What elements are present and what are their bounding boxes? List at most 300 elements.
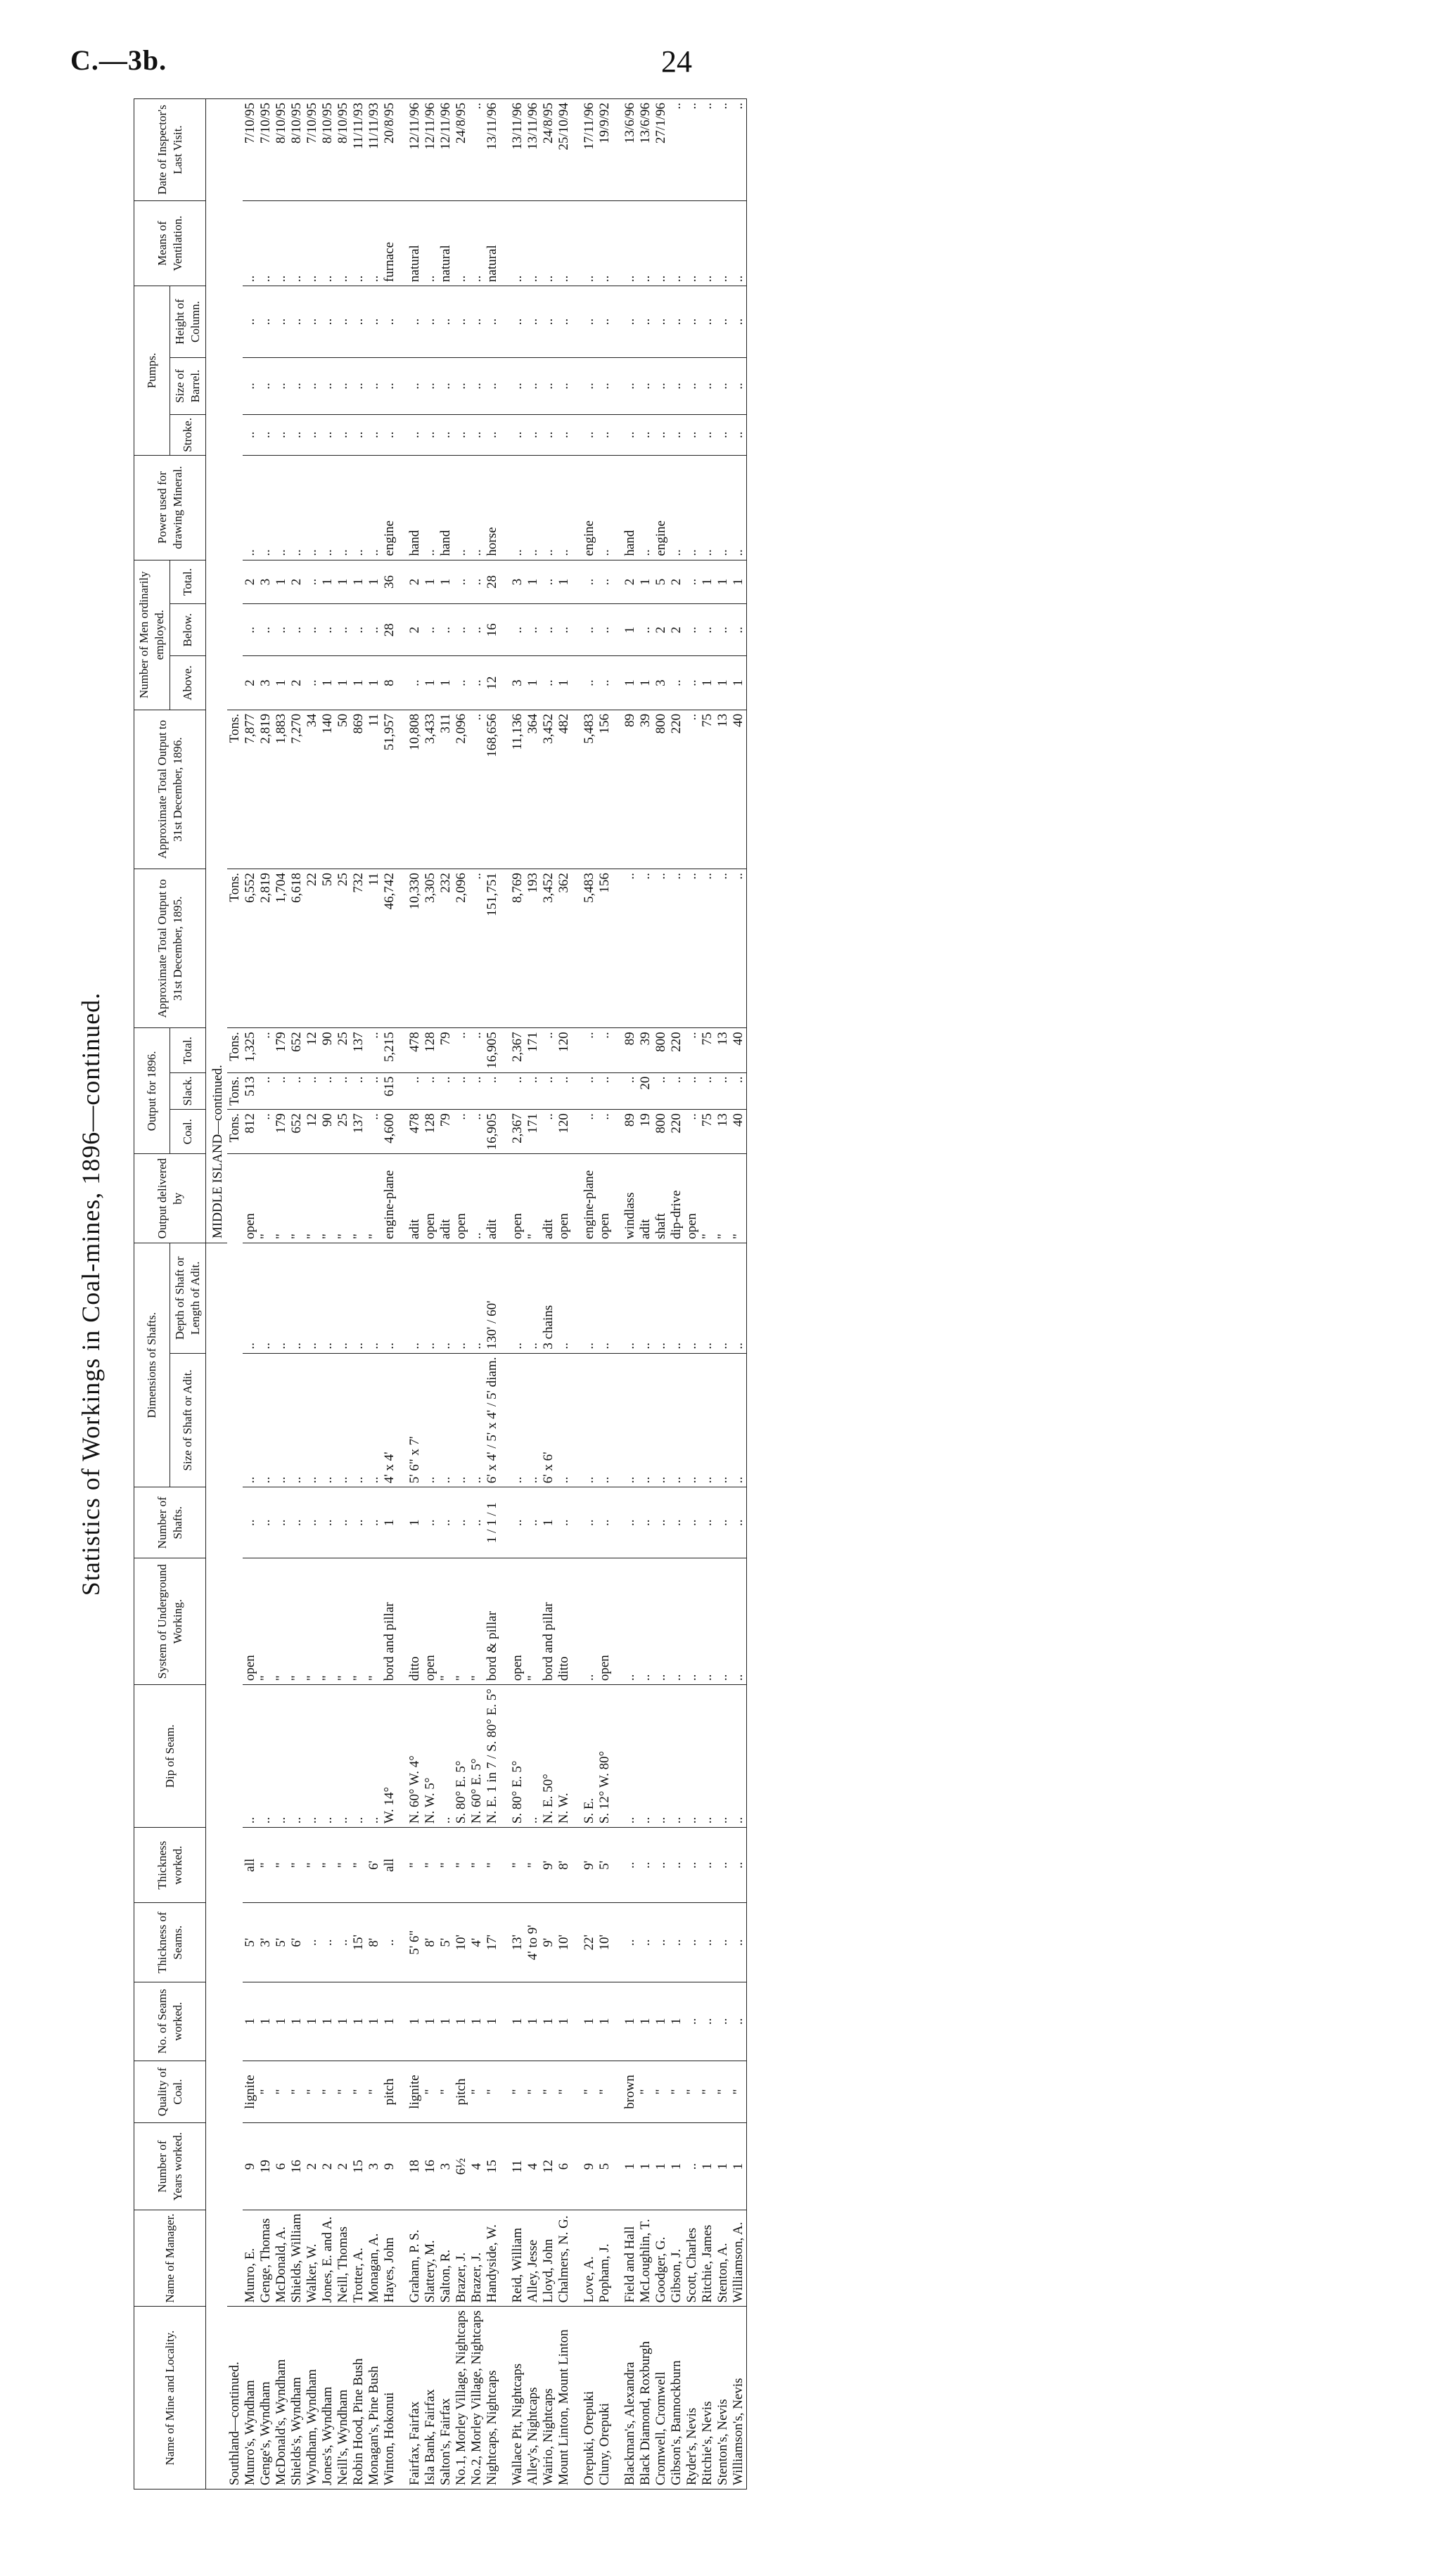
cell-above: ..	[454, 656, 469, 710]
col-coal: Coal.	[170, 1110, 206, 1154]
cell-power: ..	[669, 455, 684, 560]
cell-column: ..	[258, 286, 274, 358]
table-row	[335, 99, 351, 2490]
cell-above: ..	[684, 656, 700, 710]
cell-visit: 24/8/95	[541, 99, 556, 201]
cell-visit: ..	[684, 99, 700, 201]
cell-system: open	[423, 1558, 438, 1685]
cell-size: ..	[320, 1353, 335, 1487]
cell-barrel: ..	[622, 357, 638, 414]
cell-coal: 19	[638, 1110, 653, 1154]
cell-shafts: ..	[438, 1487, 454, 1558]
cell-seams: 1	[366, 1982, 382, 2061]
cell-power: engine	[382, 455, 397, 560]
cell-t96: 50	[335, 710, 351, 869]
col-pumps: Pumps.	[134, 286, 170, 456]
col-system: System of Underground Working.	[134, 1558, 206, 1685]
cell-mine: No.1, Morley Village, Nightcaps	[454, 2307, 469, 2490]
cell-power: ..	[510, 455, 525, 560]
cell-manager: Slattery, M.	[423, 2210, 438, 2307]
cell-power: ..	[731, 455, 747, 560]
cell-column: ..	[700, 286, 715, 358]
cell-slack: ..	[258, 1072, 274, 1109]
cell-depth: ..	[582, 1243, 597, 1354]
cell-vent: ..	[525, 201, 541, 286]
cell-visit: 13/6/96	[638, 99, 653, 201]
cell-years: 6½	[454, 2123, 469, 2210]
cell-delivered: "	[335, 1154, 351, 1243]
cell-years: 2	[335, 2123, 351, 2210]
cell-years: 1	[622, 2123, 638, 2210]
cell-below: 2	[669, 604, 684, 656]
cell-t95: 2,819	[258, 869, 274, 1028]
cell-barrel: ..	[653, 357, 669, 414]
cell-total: 220	[669, 1028, 684, 1072]
cell-column: ..	[305, 286, 320, 358]
cell-delivered: open	[510, 1154, 525, 1243]
cell-years: 1	[653, 2123, 669, 2210]
cell-below: ..	[541, 604, 556, 656]
cell-system: "	[305, 1558, 320, 1685]
cell-stroke: ..	[366, 415, 382, 456]
cell-vent: ..	[510, 201, 525, 286]
cell-total: 13	[715, 1028, 731, 1072]
cell-total: 800	[653, 1028, 669, 1072]
cell-manager: Field and Hall	[622, 2210, 638, 2307]
cell-shafts: ..	[715, 1487, 731, 1558]
cell-t95: 50	[320, 869, 335, 1028]
cell-column: ..	[289, 286, 305, 358]
cell-visit: ..	[700, 99, 715, 201]
cell-barrel: ..	[320, 357, 335, 414]
cell-visit: 8/10/95	[320, 99, 335, 201]
cell-above: 3	[510, 656, 525, 710]
cell-stroke: ..	[438, 415, 454, 456]
cell-dip: ..	[258, 1685, 274, 1828]
cell-dip: S. 12° W. 80°	[597, 1685, 613, 1828]
cell-dip: ..	[700, 1685, 715, 1828]
cell-shafts: ..	[556, 1487, 572, 1558]
cell-barrel: ..	[510, 357, 525, 414]
cell-system: "	[438, 1558, 454, 1685]
cell-delivered: engine-plane	[382, 1154, 397, 1243]
cell-system: ditto	[556, 1558, 572, 1685]
cell-power: ..	[274, 455, 289, 560]
cell-manager: Stenton, A.	[715, 2210, 731, 2307]
cell-t95: ..	[700, 869, 715, 1028]
cell-dip: ..	[243, 1685, 258, 1828]
cell-quality: "	[351, 2061, 366, 2123]
cell-shafts: ..	[597, 1487, 613, 1558]
table-row	[305, 99, 320, 2490]
cell-men: 2	[407, 560, 423, 604]
cell-quality: "	[274, 2061, 289, 2123]
cell-t96: 40	[731, 710, 747, 869]
cell-quality: "	[423, 2061, 438, 2123]
cell-above: 12	[485, 656, 500, 710]
cell-seams: 1	[289, 1982, 305, 2061]
cell-system: "	[320, 1558, 335, 1685]
cell-column: ..	[684, 286, 700, 358]
table-row	[485, 99, 500, 2490]
cell-vent: ..	[305, 201, 320, 286]
cell-below: ..	[438, 604, 454, 656]
cell-coal: ..	[258, 1110, 274, 1154]
table-row	[258, 99, 274, 2490]
cell-slack: ..	[320, 1072, 335, 1109]
cell-system: "	[274, 1558, 289, 1685]
table-row	[715, 99, 731, 2490]
cell-above: 1	[366, 656, 382, 710]
cell-t95: 232	[438, 869, 454, 1028]
cell-depth: ..	[469, 1243, 485, 1354]
cell-barrel: ..	[597, 357, 613, 414]
col-depth: Depth of Shaft or Length of Adit.	[170, 1243, 206, 1354]
group-spacer	[397, 99, 407, 2490]
cell-visit: 19/9/92	[597, 99, 613, 201]
cell-vent: ..	[335, 201, 351, 286]
cell-years: 12	[541, 2123, 556, 2210]
cell-slack: 513	[243, 1072, 258, 1109]
cell-above: 1	[423, 656, 438, 710]
cell-thick-seams: ..	[700, 1903, 715, 1982]
cell-thick-seams: 4' to 9'	[525, 1903, 541, 1982]
cell-t96: 168,656	[485, 710, 500, 869]
cell-t96: 39	[638, 710, 653, 869]
cell-mine: Wairio, Nightcaps	[541, 2307, 556, 2490]
cell-below: ..	[638, 604, 653, 656]
cell-mine: Wyndham, Wyndham	[305, 2307, 320, 2490]
cell-power: ..	[525, 455, 541, 560]
cell-total: 652	[289, 1028, 305, 1072]
table-row	[731, 99, 747, 2490]
cell-above: ..	[407, 656, 423, 710]
cell-thick-worked: "	[485, 1828, 500, 1903]
cell-seams: 1	[541, 1982, 556, 2061]
cell-thick-worked: "	[274, 1828, 289, 1903]
cell-delivered: engine-plane	[582, 1154, 597, 1243]
cell-depth: ..	[525, 1243, 541, 1354]
cell-mine: Ritchie's, Nevis	[700, 2307, 715, 2490]
cell-vent: ..	[423, 201, 438, 286]
cell-thick-seams: 5'	[274, 1903, 289, 1982]
cell-delivered: open	[684, 1154, 700, 1243]
cell-slack: ..	[715, 1072, 731, 1109]
cell-stroke: ..	[305, 415, 320, 456]
cell-thick-seams: ..	[305, 1903, 320, 1982]
cell-quality: "	[541, 2061, 556, 2123]
cell-years: 9	[582, 2123, 597, 2210]
cell-shafts: ..	[258, 1487, 274, 1558]
cell-men: ..	[541, 560, 556, 604]
cell-visit: 13/11/96	[510, 99, 525, 201]
col-men-total: Total.	[170, 560, 206, 604]
cell-quality: "	[715, 2061, 731, 2123]
cell-years: 1	[731, 2123, 747, 2210]
cell-years: 4	[525, 2123, 541, 2210]
cell-dip: N. 60° W. 4°	[407, 1685, 423, 1828]
cell-dip: ..	[335, 1685, 351, 1828]
cell-vent: ..	[731, 201, 747, 286]
cell-above: ..	[305, 656, 320, 710]
cell-dip: ..	[525, 1685, 541, 1828]
report-id: C.—3b.	[70, 44, 167, 76]
cell-mine: McDonald's, Wyndham	[274, 2307, 289, 2490]
table-row	[556, 99, 572, 2490]
cell-column: ..	[351, 286, 366, 358]
cell-visit: 11/11/93	[366, 99, 382, 201]
cell-visit: 12/11/96	[438, 99, 454, 201]
cell-seams: 1	[669, 1982, 684, 2061]
table-row	[582, 99, 597, 2490]
table-row	[382, 99, 397, 2490]
cell-size: ..	[289, 1353, 305, 1487]
cell-seams: 1	[423, 1982, 438, 2061]
cell-shafts: 1	[541, 1487, 556, 1558]
cell-seams: ..	[684, 1982, 700, 2061]
cell-size: ..	[423, 1353, 438, 1487]
cell-visit: 12/11/96	[407, 99, 423, 201]
cell-mine: Fairfax, Fairfax	[407, 2307, 423, 2490]
cell-total: 120	[556, 1028, 572, 1072]
cell-column: ..	[366, 286, 382, 358]
cell-thick-seams: 5' 6"	[407, 1903, 423, 1982]
cell-system: open	[243, 1558, 258, 1685]
cell-dip: ..	[653, 1685, 669, 1828]
cell-thick-worked: ..	[731, 1828, 747, 1903]
cell-shafts: ..	[243, 1487, 258, 1558]
cell-men: ..	[684, 560, 700, 604]
table-row	[669, 99, 684, 2490]
table-row	[320, 99, 335, 2490]
cell-seams: ..	[715, 1982, 731, 2061]
cell-thick-seams: 4'	[469, 1903, 485, 1982]
cell-mine: Monagan's, Pine Bush	[366, 2307, 382, 2490]
cell-depth: ..	[597, 1243, 613, 1354]
cell-depth: ..	[258, 1243, 274, 1354]
cell-quality: "	[335, 2061, 351, 2123]
cell-stroke: ..	[320, 415, 335, 456]
island-heading: MIDDLE ISLAND—continued.	[206, 99, 228, 1243]
cell-above: 1	[335, 656, 351, 710]
cell-coal: 25	[335, 1110, 351, 1154]
cell-slack: ..	[684, 1072, 700, 1109]
cell-men: 1	[366, 560, 382, 604]
cell-years: ..	[684, 2123, 700, 2210]
cell-t95: ..	[653, 869, 669, 1028]
cell-visit: 13/6/96	[622, 99, 638, 201]
cell-mine: Nightcaps, Nightcaps	[485, 2307, 500, 2490]
cell-dip: S. E.	[582, 1685, 597, 1828]
cell-men: ..	[305, 560, 320, 604]
cell-mine: Alley's, Nightcaps	[525, 2307, 541, 2490]
cell-dip: ..	[274, 1685, 289, 1828]
col-size: Size of Shaft or Adit.	[170, 1353, 206, 1487]
cell-seams: 1	[582, 1982, 597, 2061]
cell-system: open	[510, 1558, 525, 1685]
cell-size: ..	[243, 1353, 258, 1487]
group-spacer	[572, 99, 582, 2490]
table-row	[653, 99, 669, 2490]
cell-quality: "	[305, 2061, 320, 2123]
cell-system: ..	[684, 1558, 700, 1685]
table-body	[206, 99, 747, 2490]
cell-delivered: adit	[407, 1154, 423, 1243]
cell-shafts: ..	[700, 1487, 715, 1558]
cell-coal: 179	[274, 1110, 289, 1154]
cell-t95: 22	[305, 869, 320, 1028]
cell-above: 3	[653, 656, 669, 710]
cell-barrel: ..	[525, 357, 541, 414]
cell-size: ..	[582, 1353, 597, 1487]
cell-delivered: "	[320, 1154, 335, 1243]
cell-depth: ..	[366, 1243, 382, 1354]
cell-total: ..	[258, 1028, 274, 1072]
cell-manager: Shields, William	[289, 2210, 305, 2307]
cell-coal: ..	[684, 1110, 700, 1154]
cell-total: ..	[454, 1028, 469, 1072]
cell-slack: 20	[638, 1072, 653, 1109]
cell-quality: "	[700, 2061, 715, 2123]
cell-barrel: ..	[366, 357, 382, 414]
cell-quality: "	[556, 2061, 572, 2123]
cell-dip: ..	[305, 1685, 320, 1828]
cell-system: "	[366, 1558, 382, 1685]
cell-system: "	[258, 1558, 274, 1685]
cell-delivered: open	[423, 1154, 438, 1243]
cell-column: ..	[382, 286, 397, 358]
cell-depth: ..	[622, 1243, 638, 1354]
cell-t96: 7,270	[289, 710, 305, 869]
cell-shafts: ..	[684, 1487, 700, 1558]
cell-vent: ..	[582, 201, 597, 286]
cell-t96: 7,877	[243, 710, 258, 869]
cell-shafts: 1 / 1 / 1	[485, 1487, 500, 1558]
cell-coal: 137	[351, 1110, 366, 1154]
cell-manager: Gibson, J.	[669, 2210, 684, 2307]
cell-manager: Lloyd, John	[541, 2210, 556, 2307]
cell-power: ..	[541, 455, 556, 560]
cell-slack: ..	[653, 1072, 669, 1109]
cell-stroke: ..	[731, 415, 747, 456]
cell-power: ..	[556, 455, 572, 560]
cell-thick-seams: ..	[622, 1903, 638, 1982]
cell-t95: 46,742	[382, 869, 397, 1028]
cell-stroke: ..	[700, 415, 715, 456]
col-men: Number of Men ordinarily employed.	[134, 560, 170, 710]
cell-thick-seams: ..	[335, 1903, 351, 1982]
cell-total: 2,367	[510, 1028, 525, 1072]
cell-depth: ..	[454, 1243, 469, 1354]
cell-t95: 732	[351, 869, 366, 1028]
cell-depth: ..	[510, 1243, 525, 1354]
cell-depth: 130' / 60'	[485, 1243, 500, 1354]
cell-vent: ..	[320, 201, 335, 286]
cell-men: 1	[351, 560, 366, 604]
cell-years: 6	[274, 2123, 289, 2210]
cell-visit: 25/10/94	[556, 99, 572, 201]
cell-below: ..	[469, 604, 485, 656]
cell-slack: ..	[274, 1072, 289, 1109]
cell-visit: 7/10/95	[243, 99, 258, 201]
cell-size: ..	[622, 1353, 638, 1487]
cell-slack: ..	[582, 1072, 597, 1109]
cell-visit: 12/11/96	[423, 99, 438, 201]
cell-column: ..	[582, 286, 597, 358]
cell-slack: ..	[351, 1072, 366, 1109]
cell-seams: 1	[485, 1982, 500, 2061]
cell-years: 9	[382, 2123, 397, 2210]
cell-below: ..	[320, 604, 335, 656]
cell-slack: ..	[622, 1072, 638, 1109]
cell-shafts: ..	[351, 1487, 366, 1558]
cell-t95: 2,096	[454, 869, 469, 1028]
cell-system: "	[351, 1558, 366, 1685]
cell-vent: ..	[684, 201, 700, 286]
cell-mine: Black Diamond, Roxburgh	[638, 2307, 653, 2490]
col-manager: Name of Manager.	[134, 2210, 206, 2307]
cell-slack: ..	[731, 1072, 747, 1109]
cell-seams: 1	[258, 1982, 274, 2061]
cell-t95: ..	[622, 869, 638, 1028]
cell-size: ..	[715, 1353, 731, 1487]
cell-above: 1	[638, 656, 653, 710]
cell-below: ..	[351, 604, 366, 656]
table-row	[597, 99, 613, 2490]
cell-size: 6' x 6'	[541, 1353, 556, 1487]
cell-quality: "	[485, 2061, 500, 2123]
cell-t95: 3,305	[423, 869, 438, 1028]
cell-manager: Popham, J.	[597, 2210, 613, 2307]
cell-total: ..	[366, 1028, 382, 1072]
cell-t95: 1,704	[274, 869, 289, 1028]
cell-seams: 1	[525, 1982, 541, 2061]
cell-stroke: ..	[684, 415, 700, 456]
cell-system: "	[454, 1558, 469, 1685]
col-output: Output for 1896.	[134, 1028, 170, 1154]
cell-quality: pitch	[382, 2061, 397, 2123]
cell-thick-worked: 9'	[582, 1828, 597, 1903]
cell-system: "	[335, 1558, 351, 1685]
rotated-table-page	[76, 98, 1272, 2490]
cell-slack: ..	[335, 1072, 351, 1109]
cell-column: ..	[454, 286, 469, 358]
cell-power: hand	[407, 455, 423, 560]
cell-coal: ..	[366, 1110, 382, 1154]
cell-thick-worked: 6'	[366, 1828, 382, 1903]
cell-total: 25	[335, 1028, 351, 1072]
cell-quality: "	[597, 2061, 613, 2123]
cell-stroke: ..	[243, 415, 258, 456]
cell-seams: 1	[469, 1982, 485, 2061]
col-quality: Quality of Coal.	[134, 2061, 206, 2123]
table-row	[289, 99, 305, 2490]
cell-coal: 2,367	[510, 1110, 525, 1154]
unit-total-1895: Tons.	[227, 869, 243, 1028]
cell-quality: "	[638, 2061, 653, 2123]
cell-depth: ..	[289, 1243, 305, 1354]
cell-years: 6	[556, 2123, 572, 2210]
table-row	[638, 99, 653, 2490]
cell-quality: "	[669, 2061, 684, 2123]
cell-manager: Handyside, W.	[485, 2210, 500, 2307]
cell-coal: 90	[320, 1110, 335, 1154]
cell-thick-seams: ..	[382, 1903, 397, 1982]
cell-depth: ..	[274, 1243, 289, 1354]
cell-size: ..	[335, 1353, 351, 1487]
cell-barrel: ..	[258, 357, 274, 414]
cell-above: 1	[525, 656, 541, 710]
